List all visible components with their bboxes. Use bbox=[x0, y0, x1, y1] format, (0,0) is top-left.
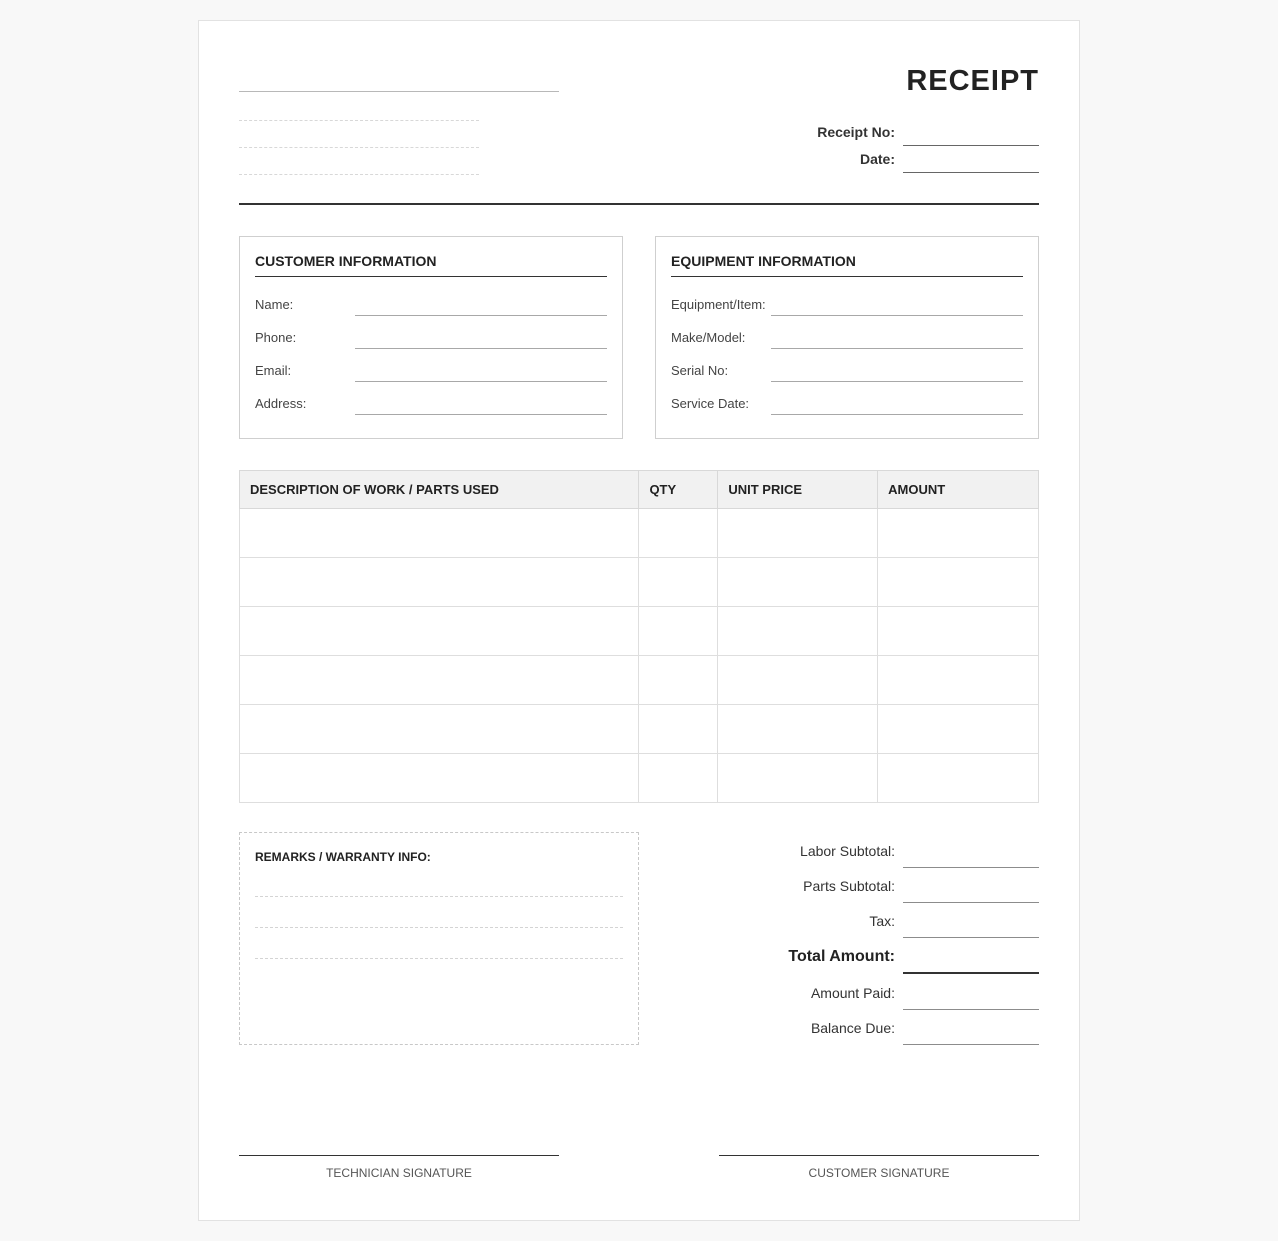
table-cell[interactable] bbox=[718, 509, 878, 558]
table-cell[interactable] bbox=[240, 607, 639, 656]
column-header-qty: QTY bbox=[639, 471, 718, 509]
table-cell[interactable] bbox=[639, 656, 718, 705]
field-label: Phone: bbox=[255, 330, 297, 345]
date-blank[interactable] bbox=[903, 172, 1039, 173]
receipt-page bbox=[198, 20, 1080, 1221]
table-row bbox=[240, 558, 1039, 607]
total-amount-blank[interactable] bbox=[903, 972, 1039, 974]
equipment-info-title: EQUIPMENT INFORMATION bbox=[671, 253, 1023, 277]
equipment-model-field bbox=[671, 327, 1023, 349]
field-label: Email: bbox=[255, 363, 292, 378]
field-blank[interactable] bbox=[355, 348, 607, 349]
field-blank[interactable] bbox=[771, 414, 1023, 415]
header-divider bbox=[239, 203, 1039, 205]
customer-info-box bbox=[239, 236, 623, 439]
table-cell[interactable] bbox=[878, 754, 1039, 803]
table-cell[interactable] bbox=[718, 558, 878, 607]
customer-signature-line[interactable] bbox=[719, 1155, 1039, 1156]
equipment-info-box bbox=[655, 236, 1039, 439]
table-cell[interactable] bbox=[240, 509, 639, 558]
customer-info-title: CUSTOMER INFORMATION bbox=[255, 253, 607, 277]
table-cell[interactable] bbox=[718, 656, 878, 705]
table-cell[interactable] bbox=[639, 607, 718, 656]
column-header-amount: AMOUNT bbox=[878, 471, 1039, 509]
balance-due-blank[interactable] bbox=[903, 1044, 1039, 1045]
company-contact-line bbox=[239, 174, 479, 175]
table-cell[interactable] bbox=[639, 754, 718, 803]
table-cell[interactable] bbox=[878, 705, 1039, 754]
company-name-line bbox=[239, 91, 559, 92]
column-header-description: DESCRIPTION OF WORK / PARTS USED bbox=[240, 471, 639, 509]
technician-signature-line[interactable] bbox=[239, 1155, 559, 1156]
labor-subtotal-row bbox=[699, 833, 1039, 868]
table-cell[interactable] bbox=[639, 558, 718, 607]
total-amount-label: Total Amount: bbox=[788, 948, 895, 965]
date-label: Date: bbox=[859, 151, 895, 167]
field-blank[interactable] bbox=[771, 381, 1023, 382]
table-cell[interactable] bbox=[878, 509, 1039, 558]
table-cell[interactable] bbox=[639, 705, 718, 754]
table-cell[interactable] bbox=[878, 607, 1039, 656]
total-amount-row bbox=[699, 939, 1039, 974]
table-cell[interactable] bbox=[240, 656, 639, 705]
field-label: Service Date: bbox=[671, 396, 750, 411]
tax-blank[interactable] bbox=[903, 937, 1039, 938]
tax-row bbox=[699, 903, 1039, 938]
table-cell[interactable] bbox=[878, 558, 1039, 607]
date-field bbox=[739, 145, 1039, 173]
field-blank[interactable] bbox=[771, 315, 1023, 316]
remarks-line[interactable] bbox=[255, 896, 623, 897]
table-cell[interactable] bbox=[718, 705, 878, 754]
balance-due-row bbox=[699, 1010, 1039, 1045]
equipment-serial-field bbox=[671, 360, 1023, 382]
table-cell[interactable] bbox=[639, 509, 718, 558]
remarks-box bbox=[239, 832, 639, 1045]
field-blank[interactable] bbox=[355, 414, 607, 415]
table-header-row bbox=[240, 471, 1039, 509]
table-cell[interactable] bbox=[240, 705, 639, 754]
field-blank[interactable] bbox=[355, 381, 607, 382]
document-title: RECEIPT bbox=[906, 65, 1039, 97]
table-row bbox=[240, 607, 1039, 656]
equipment-item-field bbox=[671, 294, 1023, 316]
field-blank[interactable] bbox=[355, 315, 607, 316]
field-blank[interactable] bbox=[771, 348, 1023, 349]
customer-email-field bbox=[255, 360, 607, 382]
column-header-unit-price: UNIT PRICE bbox=[718, 471, 878, 509]
table-cell[interactable] bbox=[718, 754, 878, 803]
table-cell[interactable] bbox=[718, 607, 878, 656]
labor-subtotal-label: Labor Subtotal: bbox=[800, 843, 895, 859]
field-label: Make/Model: bbox=[671, 330, 746, 345]
table-row bbox=[240, 656, 1039, 705]
customer-phone-field bbox=[255, 327, 607, 349]
tax-label: Tax: bbox=[869, 913, 895, 929]
amount-paid-label: Amount Paid: bbox=[810, 985, 895, 1001]
work-items-table bbox=[239, 470, 1039, 803]
customer-address-field bbox=[255, 393, 607, 415]
parts-subtotal-row bbox=[699, 868, 1039, 903]
field-label: Name: bbox=[255, 297, 294, 312]
field-label: Address: bbox=[255, 396, 307, 411]
company-address-line bbox=[239, 120, 479, 121]
table-row bbox=[240, 705, 1039, 754]
parts-subtotal-label: Parts Subtotal: bbox=[803, 878, 895, 894]
technician-signature-label: TECHNICIAN SIGNATURE bbox=[326, 1166, 472, 1180]
remarks-line[interactable] bbox=[255, 958, 623, 959]
field-label: Equipment/Item: bbox=[671, 297, 766, 312]
remarks-title: REMARKS / WARRANTY INFO: bbox=[255, 850, 431, 864]
company-address-line bbox=[239, 147, 479, 148]
receipt-no-field bbox=[739, 118, 1039, 146]
table-cell[interactable] bbox=[878, 656, 1039, 705]
service-date-field bbox=[671, 393, 1023, 415]
table-row bbox=[240, 509, 1039, 558]
table-cell[interactable] bbox=[240, 754, 639, 803]
customer-signature-label: CUSTOMER SIGNATURE bbox=[808, 1166, 950, 1180]
amount-paid-row bbox=[699, 975, 1039, 1010]
table-row bbox=[240, 754, 1039, 803]
field-label: Serial No: bbox=[671, 363, 729, 378]
table-cell[interactable] bbox=[240, 558, 639, 607]
balance-due-label: Balance Due: bbox=[810, 1020, 895, 1036]
receipt-no-label: Receipt No: bbox=[817, 124, 895, 140]
remarks-line[interactable] bbox=[255, 927, 623, 928]
customer-name-field bbox=[255, 294, 607, 316]
